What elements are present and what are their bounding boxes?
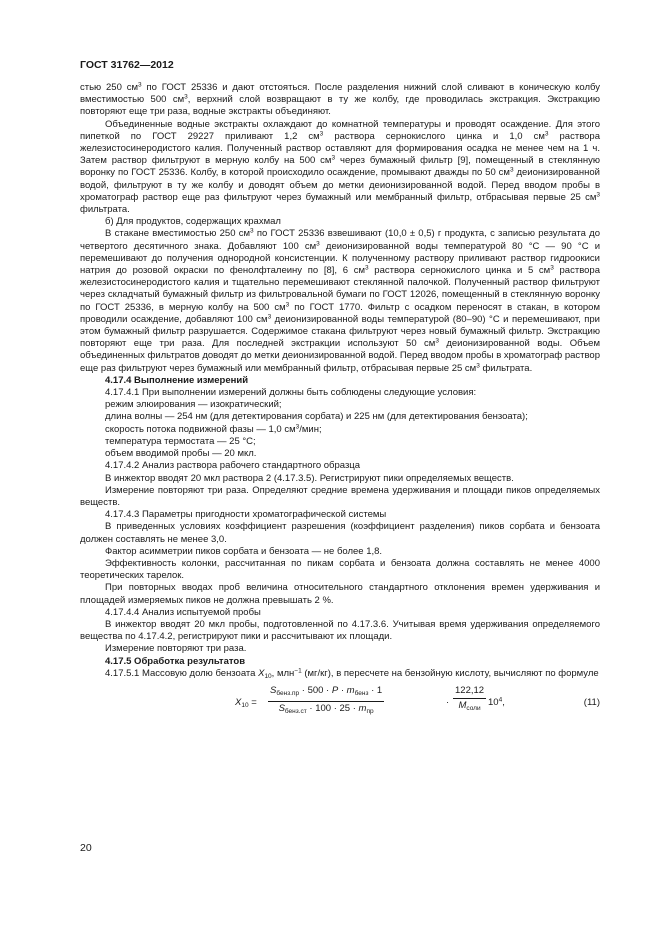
section-heading: 4.17.4 Выполнение измерений <box>105 374 249 386</box>
text-run: деионизированной воды температурой (80–90) °С и перемешивают, при этом бумажный фильтр разрушается. Содержимое стакана фильтруют через новый бумажный фильтр. Экстракцию повторяют еще три раза. Для последней экстракции используют 50 см <box>80 313 600 350</box>
text-run: , млн <box>271 667 295 679</box>
math-var: X <box>235 696 242 708</box>
math-var: m <box>358 703 367 715</box>
paragraph: Измерение повторяют три раза. Определяют средние времена удерживания и площади пиков определяемых веществ. <box>80 484 600 508</box>
text-run: 4.17.5.1 Массовую долю бензоата <box>105 667 259 679</box>
text-run: деионизированной водой, фильтруют в ту же колбу и доводят объем до метки деионизированной водой. Перед вводом пробы в хроматограф раствор еще раз фильтруют через бумажный или мембранный фильтр, отбрасывая первые 25 см <box>80 167 600 203</box>
superscript: 3 <box>550 264 554 272</box>
subscript: соли <box>466 705 481 713</box>
superscript: 3 <box>316 240 320 248</box>
paragraph <box>80 228 600 374</box>
text-run: скорость потока подвижной фазы — 1,0 см <box>105 423 296 435</box>
text-run: по ГОСТ 25336 взвешивают (10,0 ± 0,5) г продукта, с записью результата до четвертого десятичного знака. Добавляют 100 см <box>80 228 601 252</box>
paragraph <box>80 668 600 683</box>
equation-number: (11) <box>583 696 600 708</box>
superscript: 3 <box>295 423 300 431</box>
text-run: · 500 · <box>299 684 332 696</box>
paragraph: Измерение повторяют три раза. <box>105 643 247 655</box>
text-run: раствора сернокислого цинка и 5 см <box>368 265 551 277</box>
paragraph <box>80 82 600 119</box>
text-run: по ГОСТ 1770. Фильтр с осадком переносят в стакан, в котором проводили осаждение, добавляют 100 см <box>80 301 600 325</box>
superscript: 3 <box>364 264 369 272</box>
fraction-main <box>268 685 384 718</box>
power-term <box>488 697 505 709</box>
paragraph: Эффективность колонки, рассчитанная по пикам сорбата и бензоата должна составлять не менее 4000 теоретических тарелок. <box>80 557 600 582</box>
fraction-numerator <box>268 685 384 702</box>
document-body <box>80 82 600 727</box>
subscript: 10 <box>264 672 272 680</box>
text-run: · <box>338 684 347 696</box>
text-run: деионизированной воды. Объем объединенных фильтратов доводят до метки деионизированной водой. Перед вводом пробы в хроматограф раствор еще раз фильтруют через бумажный или мембранный фильтр, отбрасывая первые 25 см <box>80 338 601 374</box>
paragraph: 4.17.4.1 При выполнении измерений должны быть соблюдены следующие условия: <box>105 387 477 399</box>
text-run: · 1 <box>368 684 383 696</box>
section-heading: 4.17.5 Обработка результатов <box>105 655 246 667</box>
text-run: /мин; <box>299 423 322 435</box>
paragraph: 4.17.4.2 Анализ раствора рабочего стандартного образца <box>105 460 361 472</box>
text-run: фильтрата. <box>479 362 533 374</box>
text-run: раствора железистосинеродистого калия. Полученный раствор оставляют для формирования осадка не менее чем на 1 ч. Затем раствор фильтруют в мерную колбу на 500 см <box>80 130 600 167</box>
formula-lhs <box>235 697 257 712</box>
paragraph: режим элюирования — изократический; <box>105 399 282 411</box>
subscript: пр <box>366 708 374 716</box>
superscript: 3 <box>596 191 600 199</box>
math-var: M <box>458 700 467 712</box>
math-var: S <box>270 684 277 696</box>
superscript: 3 <box>435 337 439 345</box>
superscript: 3 <box>331 154 336 162</box>
paragraph: 4.17.4.3 Параметры пригодности хроматографической системы <box>105 509 387 521</box>
paragraph: объем вводимой пробы — 20 мкл. <box>105 448 257 460</box>
text-run: · 100 · 25 · <box>306 703 359 715</box>
document-header: ГОСТ 31762—2012 <box>80 59 174 71</box>
text-run: фильтрата. <box>80 204 130 216</box>
fraction-denominator <box>277 702 376 718</box>
paragraph: длина волны — 254 нм (для детектирования сорбата) и 225 нм (для детектирования бензоата); <box>105 411 528 423</box>
paragraph: б) Для продуктов, содержащих крахмал <box>105 216 281 228</box>
superscript: 3 <box>476 362 480 370</box>
superscript: 3 <box>267 313 272 321</box>
text-run: (мг/кг), в пересчете на бензойную кислоту, вычисляют по формуле <box>301 667 599 679</box>
multiply-dot: · <box>446 696 450 708</box>
paragraph: В инжектор вводят 20 мкл раствора 2 (4.17.3.5). Регистрируют пики определяемых веществ. <box>105 472 514 484</box>
math-var: S <box>278 703 285 715</box>
text-run: , <box>502 696 505 708</box>
page-number: 20 <box>80 842 92 854</box>
fraction-denominator <box>456 699 482 715</box>
text-run: раствора железистосинеродистого калия и тщательно перемешивают стеклянной палочкой. Полученный раствор фильтруют через складчатый бумажный фильтр из фильтровальной бумаги по ГОСТ 12026, помещенный в стеклянную воронку по ГОСТ 25336, в мерную колбу на 500 см <box>80 265 600 313</box>
paragraph: 4.17.4.4 Анализ испытуемой пробы <box>105 606 261 618</box>
paragraph: В инжектор вводят 20 мкл пробы, подготовленной по 4.17.3.6. Учитывая время удерживания определяемого вещества по 4.17.4.2, регистрируют пики и рассчитывают их площади. <box>80 618 600 643</box>
formula-11 <box>80 685 600 727</box>
paragraph <box>80 119 600 217</box>
superscript: 3 <box>184 93 188 101</box>
superscript: −1 <box>294 667 302 675</box>
text-run: Объединенные водные экстракты охлаждают до комнатной температуры и проводят осаждение. Для этого пипеткой по ГОСТ 29227 приливают 1,2 см <box>80 118 600 142</box>
text-run: В стакане вместимостью 250 см <box>105 228 251 240</box>
subscript: бенз.пр <box>276 689 300 697</box>
superscript: 3 <box>250 227 254 235</box>
superscript: 3 <box>138 81 142 89</box>
subscript: бенз.ст <box>284 708 307 716</box>
text-run: , верхний слой возвращают в ту же колбу, где проводилась экстракция. Экстракцию повторяют еще три раза, водные экстракты объединяют. <box>80 94 600 118</box>
text-run: по ГОСТ 25336 и дают отстояться. После разделения нижний слой сливают в коническую колбу вместимостью 500 см <box>80 82 600 106</box>
superscript: 3 <box>509 166 514 174</box>
text-run: стью 250 см <box>80 82 139 93</box>
equals-sign: = <box>248 696 257 708</box>
paragraph: В приведенных условиях коэффициент разрешения (коэффициент разделения) пиков сорбата и бензоата должен составлять не менее 3,0. <box>80 521 600 545</box>
text-run: через бумажный фильтр [9], помещенный в стеклянную воронку по ГОСТ 25336. Колбу, в которой происходило осаждение, промывают дважды по 50 см <box>80 155 600 179</box>
superscript: 3 <box>544 130 549 138</box>
text-run: раствора сернокислого цинка и 1,0 см <box>323 130 545 142</box>
superscript: 4 <box>498 696 503 704</box>
superscript: 3 <box>319 130 324 138</box>
paragraph: температура термостата — 25 °С; <box>105 435 256 447</box>
paragraph: Фактор асимметрии пиков сорбата и бензоата — не более 1,8. <box>105 545 383 557</box>
text-run: деионизированной воды температурой 80 °С — 90 °С и перемешивают до получения однородной консистенции. К полученному раствору приливают раствор гидроокиси натрия до розовой окраски по фенолфталеину по [8], 6 см <box>80 240 600 277</box>
paragraph: При повторных вводах проб величина относительного стандартного отклонения времен удерживания и площадей измеряемых пиков не должна превышать 2 %. <box>80 582 600 606</box>
subscript: бенз <box>354 689 369 697</box>
paragraph <box>80 424 600 436</box>
fraction-numerator: 122,12 <box>453 685 486 699</box>
fraction-molar <box>453 685 486 715</box>
math-var: m <box>346 684 355 696</box>
subscript: 10 <box>241 701 249 709</box>
math-var: X <box>258 667 265 679</box>
math-var: P <box>331 684 339 696</box>
superscript: 3 <box>285 301 290 309</box>
text-run: 10 <box>488 696 499 708</box>
